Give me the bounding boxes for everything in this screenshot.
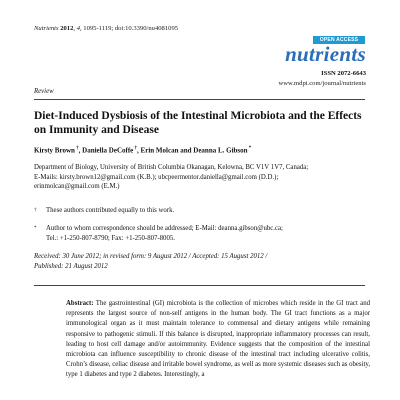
citation-year: 2012 [60,25,74,32]
publication-dates [34,252,334,271]
journal-citation: Nutrients 2012, 4, 1095-1119; doi:10.3390/nu4081095 [34,25,179,32]
correspondence-line[interactable]: Author to whom correspondence should be addressed; E-Mail: deanna.gibson@ubc.ca; [46,225,283,232]
author-mark: * [247,146,252,151]
affiliation-emails[interactable]: E-Mails: kirsty.brown12@gmail.com (K.B.); ubcpeermentor.daniella@gmail.com (D.D.); [34,173,279,181]
article-type: Review [34,88,54,95]
journal-logo: nutrients [285,42,366,66]
abstract-text: The gastrointestinal (GI) microbiota is the collection of microbes which reside in the GI tract and represents the largest source of non-self antigens in the human body. The GI tract functions as a major immunological organ as it must maintain tolerance to commensal and dietary antigens while remaining responsive to pathogenic stimuli. If this balance is disrupted, inappropriate inflammatory processes can result, leading to host cell damage and/or autoimmunity. Evidence suggests that the composition of the intestinal microbiota can influence susceptibility to chronic disease of the intestinal tract including ulcerative colitis, Crohn’s disease, celiac disease and irritable bowel syndrome, as well as more systemic diseases such as obesity, type 1 diabetes and type 2 diabetes. Interestingly, a [66,300,371,379]
issn: ISSN 2072-6643 [321,70,366,77]
citation-volume: 4 [76,25,80,32]
author-name: Erin Molcan [140,146,179,155]
citation-journal: Nutrients [34,25,59,32]
equal-contribution-note [34,206,174,216]
open-access-badge: OPEN ACCESS [313,36,365,44]
author-name: Deanna L. Gibson [193,146,248,155]
affiliation [34,163,374,192]
footnote-text: These authors contributed equally to this work. [46,207,175,214]
header-divider [34,99,365,100]
citation-pages: 1095-1119; doi:10.3390/nu4081095 [83,25,179,32]
article-title: Diet-Induced Dysbiosis of the Intestinal Microbiota and the Effects on Immunity and Disease [34,110,362,136]
footnote-mark: * [34,226,37,231]
abstract-label: Abstract: [66,300,94,307]
author-list: Kirsty Brown †, Daniella DeCoffe †, Erin Molcan and Deanna L. Gibson * [34,146,252,155]
dates-line: Published: 21 August 2012 [34,262,108,270]
correspondence-line: Tel.: +1-250-807-8790; Fax: +1-250-807-8005. [46,234,175,242]
abstract [66,299,370,381]
abstract-divider [34,285,365,286]
journal-url[interactable]: www.mdpi.com/journal/nutrients [278,80,366,87]
affiliation-line: Department of Biology, University of British Columbia Okanagan, Kelowna, BC V1V 1V7, Canada; [34,164,309,171]
footnote-mark: † [34,208,37,213]
author-mark: † [133,146,138,151]
author-mark: † [74,146,79,151]
correspondence-note [34,224,283,243]
dates-line: Received: 30 June 2012; in revised form: 9 August 2012 / Accepted: 15 August 2012 / [34,253,268,260]
author-name: Kirsty Brown [34,146,75,155]
author-name: Daniella DeCoffe [82,146,134,155]
affiliation-emails[interactable]: erinmolcan@gmail.com (E.M.) [34,183,120,191]
